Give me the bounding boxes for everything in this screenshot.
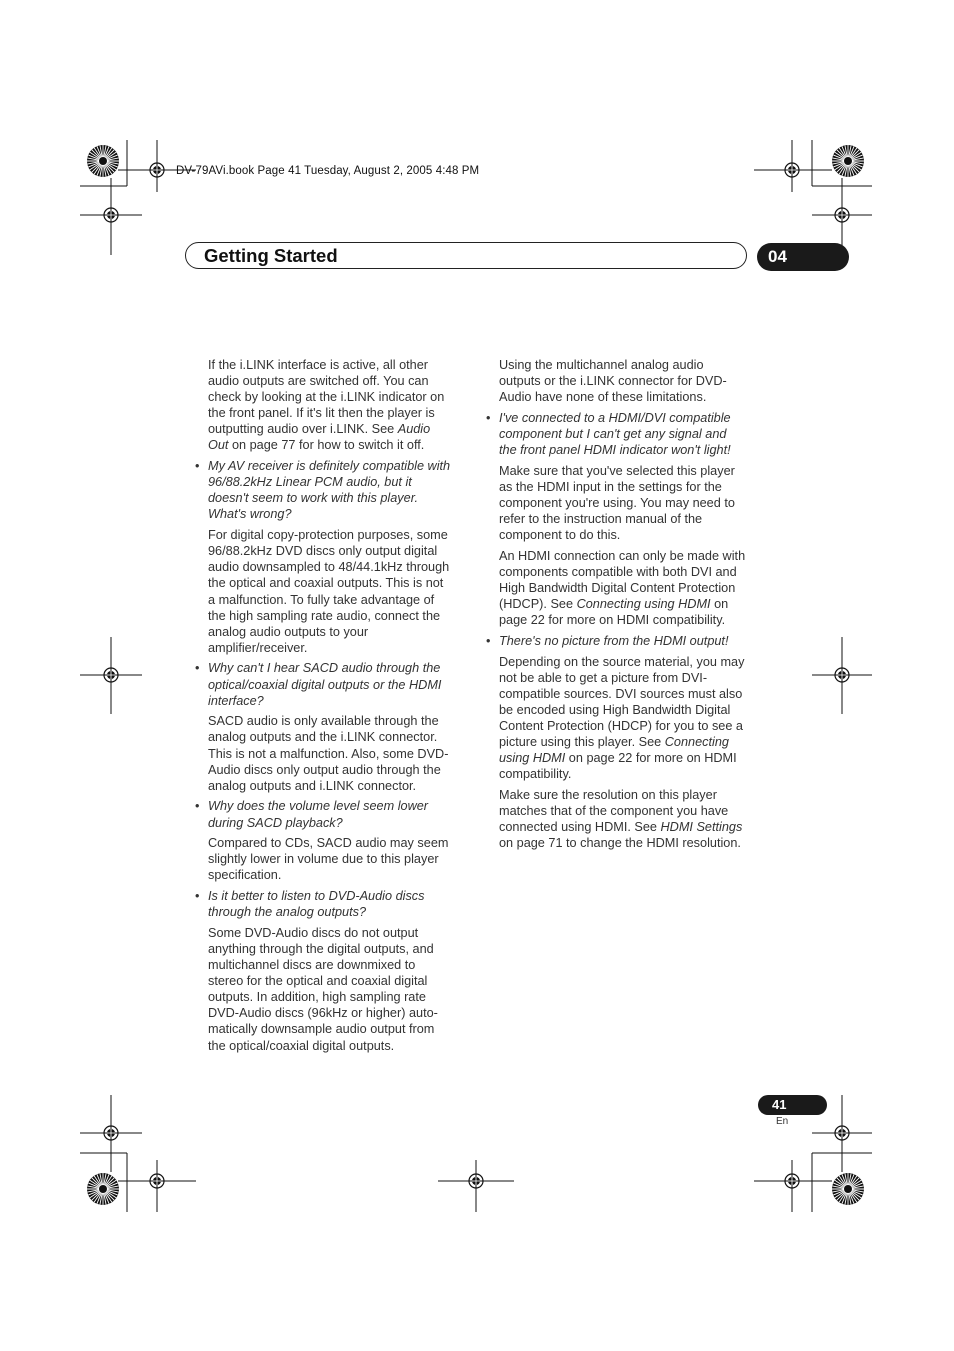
faq-question [195,888,453,920]
cross-reference: HDMI Settings [660,820,743,835]
left-column [195,357,453,1058]
bullet: • [195,889,200,904]
bullet: • [195,661,200,676]
cross-reference: Connecting using HDMI [576,597,711,612]
paragraph-text: on page 71 to change the HDMI resolution. [499,836,741,851]
faq-question [486,633,747,649]
paragraph-text: on page 77 for how to switch it off. [228,438,425,453]
faq-question [195,458,453,522]
faq-answer [499,548,747,628]
paragraph: Using the multichannel analog audio outputs or the i.LINK connector for DVD-Audio have none of these limitations. [499,358,727,405]
paragraph-text: If the i.LINK interface is active, all other audio outputs are switched off. You can check by looking at the i.LINK indicator on the front panel. If it's lit then the player is outputting audio over i.LINK. See [208,358,445,437]
question-text: I've connected to a HDMI/DVI compatible component but I can't get any signal and the front panel HDMI indicator won't light! [499,410,731,458]
chapter-number: 04 [768,247,787,266]
faq-question [486,410,747,458]
bullet: • [195,799,200,814]
paragraph-text: An HDMI connection can only be made with components compatible with both DVI and High Bandwidth Digital Content Protection (HDCP). See [499,548,746,612]
faq-answer: Compared to CDs, SACD audio may seem slightly lower in volume due to this player specification. [208,836,449,883]
question-text: Why can't I hear SACD audio through the optical/coaxial digital outputs or the HDMI interface? [208,661,442,708]
page-number: 41 [772,1097,787,1112]
right-column [486,357,747,856]
page-title: Getting Started [204,245,338,266]
faq-answer: SACD audio is only available through the analog outputs and the i.LINK connector. This is not a malfunction. Also, some DVD-Audio discs only output audio through the analog outputs and i.LINK connector. [208,714,449,793]
language-code: En [776,1116,789,1127]
faq-answer: Make sure that you've selected this player as the HDMI input in the settings for the component you're using. You may need to refer to the instruction manual of the component to do this. [499,463,735,543]
question-text: Why does the volume level seem lower during SACD playback? [208,799,429,830]
book-info-line: DV-79AVi.book Page 41 Tuesday, August 2, 2005 4:48 PM [176,165,480,177]
paragraph-text: Depending on the source material, you may not be able to get a picture from DVI-compatible sources. DVI sources must also be encoded using High Bandwidth Digital Content Protection (HDCP) for you to see a picture using this player. See [499,654,745,750]
question-text: My AV receiver is definitely compatible with 96/88.2kHz Linear PCM audio, but it doesn't seem to work with this player. What's wrong? [208,459,451,522]
paragraph-text: on page 22 for more on HDMI compatibility. [499,751,737,782]
paragraph [208,357,453,454]
faq-answer: Some DVD-Audio discs do not output anything through the digital outputs, and multichannel discs are downmixed to stereo for the optical and coaxial digital outputs. In addition, high sampling rate DVD-Audio discs (96kHz or higher) auto-matically downsample audio output from the optical/coaxial digital outputs. [208,925,438,1053]
cross-reference: Audio Out [208,422,431,453]
question-text: Is it better to listen to DVD-Audio discs through the analog outputs? [208,889,425,920]
faq-answer: For digital copy-protection purposes, some 96/88.2kHz DVD discs only output digital audio downsampled to 48/44.1kHz through the optical and coaxial outputs. This is not a malfunction. To fully take advantage of the high sampling rate audio, connect the analog audio outputs to your amplifier/receiver. [208,528,450,655]
bullet: • [486,633,491,648]
page-number-badge [758,1095,827,1115]
faq-answer [499,654,747,783]
question-text: There's no picture from the HDMI output! [499,633,729,648]
faq-answer [499,787,747,851]
faq-question [195,798,453,830]
paragraph-text: on page 22 for more on HDMI compatibility. [499,597,729,628]
faq-question [195,660,453,708]
bullet: • [486,410,491,425]
bullet: • [195,459,200,474]
cross-reference: Connecting using HDMI [499,735,729,766]
paragraph-text: Make sure the resolution on this player matches that of the component you have connected using HDMI. See [499,787,729,835]
